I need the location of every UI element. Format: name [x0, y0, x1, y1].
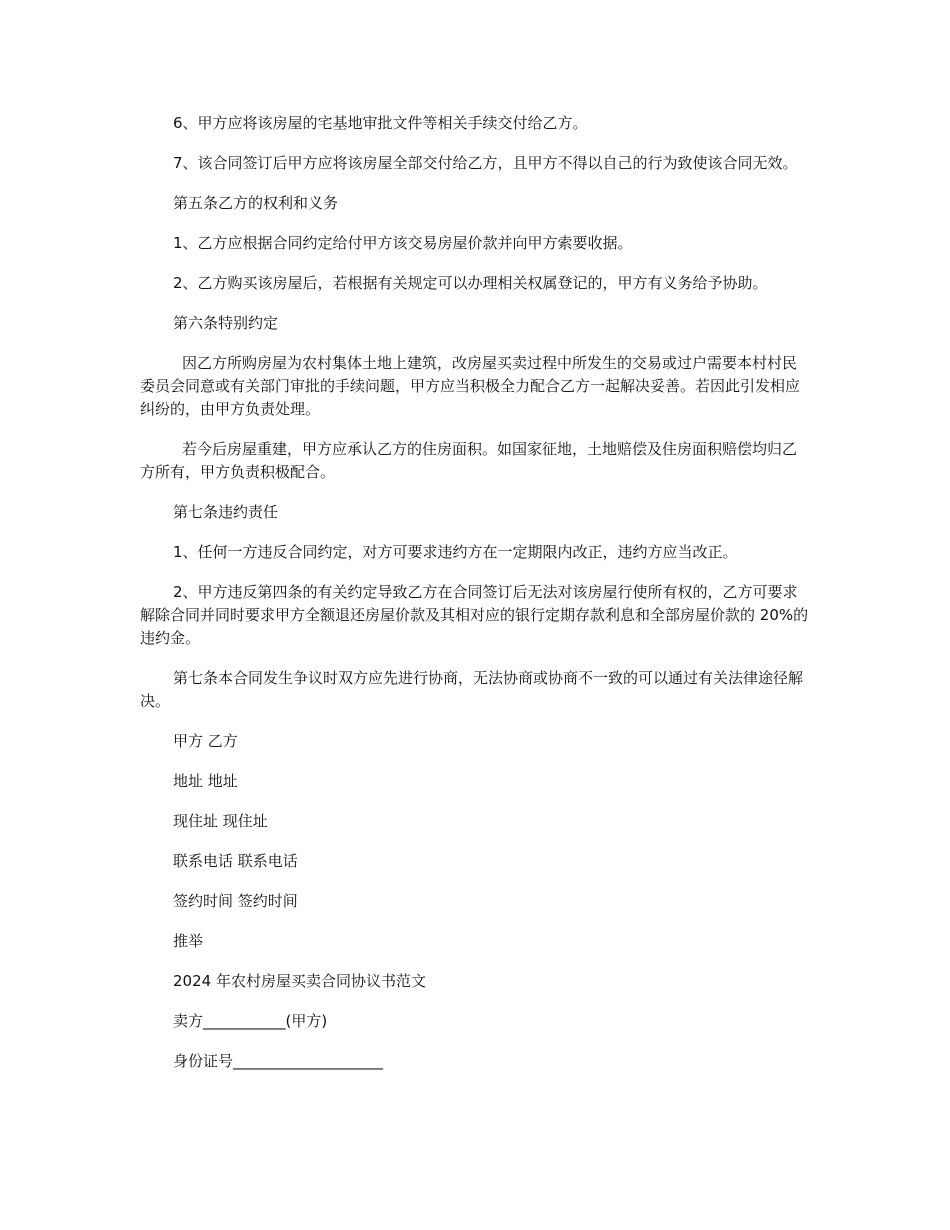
paragraph-buyer-duty-2: 2、乙方购买该房屋后，若根据有关规定可以办理相关权属登记的，甲方有义务给予协助。: [173, 274, 768, 292]
seller-line: 卖方___________(甲方): [173, 1012, 328, 1030]
signature-date: 签约时间 签约时间: [173, 892, 298, 910]
recommend-label: 推举: [173, 932, 204, 950]
paragraph-dispute-resolution: 第七条本合同发生争议时双方应先进行协商，无法协商或协商不一致的可以通过有关法律途径解决。: [140, 669, 804, 710]
paragraph-clause-7: 7、该合同签订后甲方应将该房屋全部交付给乙方，且甲方不得以自己的行为致使该合同无效。: [173, 154, 798, 172]
signature-current-address: 现住址 现住址: [173, 812, 268, 830]
signature-address: 地址 地址: [173, 772, 238, 790]
id-number-line: 身份证号____________________: [173, 1052, 384, 1070]
paragraph-special-agreement-1: 因乙方所购房屋为农村集体土地上建筑，改房屋买卖过程中所发生的交易或过户需要本村村民委员会同意或有关部门审批的手续问题，甲方应当积极全力配合乙方一起解决妥善。若因此引发相应纠纷的，由甲方负责处理。: [140, 354, 801, 418]
next-document-title: 2024 年农村房屋买卖合同协议书范文: [173, 972, 426, 990]
paragraph-buyer-duty-1: 1、乙方应根据合同约定给付甲方该交易房屋价款并向甲方索要收据。: [173, 234, 633, 252]
signature-parties: 甲方 乙方: [173, 732, 238, 750]
section-heading-article-5: 第五条乙方的权利和义务: [173, 194, 339, 212]
document-body: [140, 112, 810, 1090]
section-heading-article-7: 第七条违约责任: [173, 503, 279, 521]
paragraph-breach-1: 1、任何一方违反合同约定，对方可要求违约方在一定期限内改正，违约方应当改正。: [173, 543, 738, 561]
paragraph-clause-6: 6、甲方应将该房屋的宅基地审批文件等相关手续交付给乙方。: [173, 114, 588, 132]
paragraph-special-agreement-2: 若今后房屋重建，甲方应承认乙方的住房面积。如国家征地，土地赔偿及住房面积赔偿均归乙方所有，甲方负责积极配合。: [140, 440, 798, 481]
paragraph-breach-2: 2、甲方违反第四条的有关约定导致乙方在合同签订后无法对该房屋行使所有权的，乙方可要求解除合同并同时要求甲方全额退还房屋价款及其相对应的银行定期存款利息和全部房屋价款的 20%的违约金。: [140, 583, 809, 647]
section-heading-article-6: 第六条特别约定: [173, 314, 279, 332]
signature-phone: 联系电话 联系电话: [173, 852, 298, 870]
